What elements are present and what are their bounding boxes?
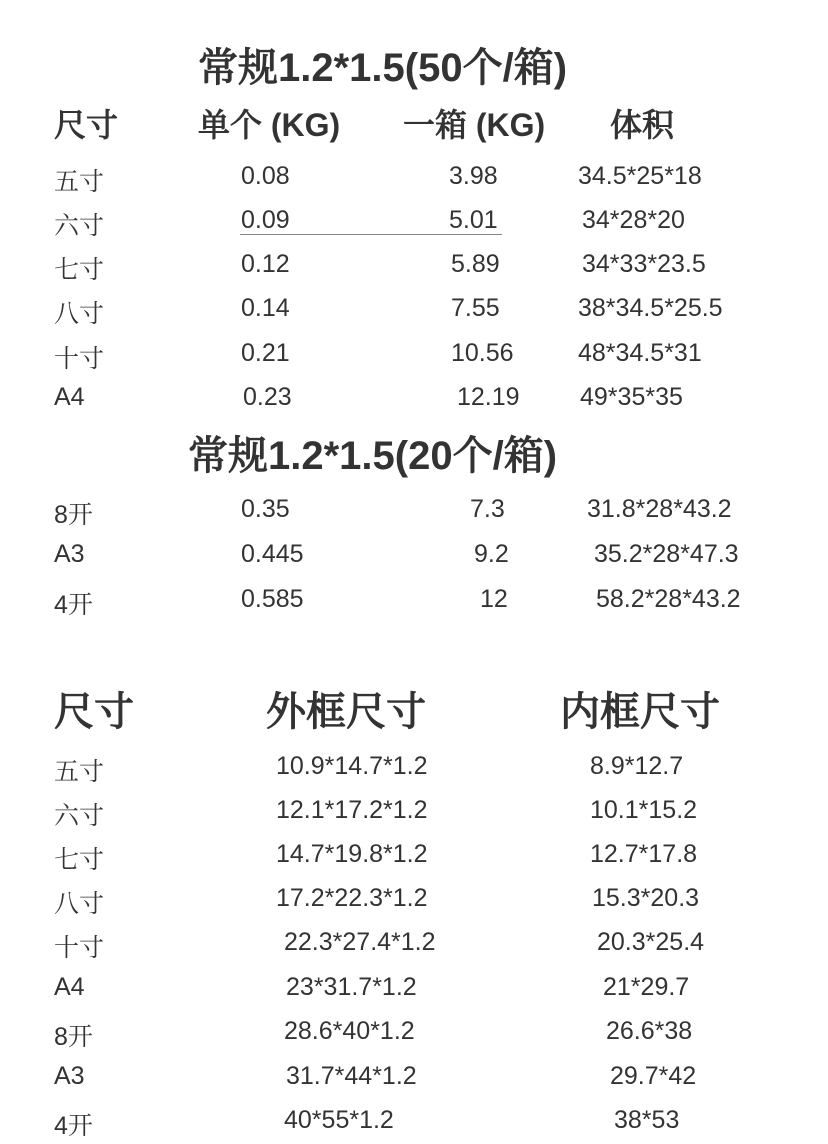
section2-title: 常规1.2*1.5(20个/箱) (188, 434, 558, 478)
s1-row4-volume: 38*34.5*25.5 (578, 294, 723, 322)
s3-row8-inner: 29.7*42 (610, 1062, 697, 1090)
s3-row8-outer: 31.7*44*1.2 (286, 1062, 417, 1090)
s3-row1-inner: 8.9*12.7 (590, 752, 684, 780)
s3-row4-inner: 15.3*20.3 (592, 884, 700, 912)
header-box-weight: 一箱 (KG) (403, 107, 546, 143)
s3-row1-outer: 10.9*14.7*1.2 (276, 752, 428, 780)
s3-row2-inner: 10.1*15.2 (590, 796, 698, 824)
s2-row1-unit: 0.35 (241, 495, 290, 523)
s3-row3-outer: 14.7*19.8*1.2 (276, 840, 428, 868)
s2-row3-unit: 0.585 (241, 585, 304, 613)
s1-row5-volume: 48*34.5*31 (578, 339, 702, 367)
s1-row2-box: 5.01 (449, 206, 498, 234)
section1-title: 常规1.2*1.5(50个/箱) (198, 46, 568, 90)
s3-row4-size: 八寸 (54, 890, 105, 918)
s1-row5-unit: 0.21 (241, 339, 290, 367)
s2-row3-box: 12 (480, 585, 508, 613)
s1-row3-unit: 0.12 (241, 250, 290, 278)
s1-row4-size: 八寸 (54, 300, 105, 328)
s1-row6-unit: 0.23 (243, 383, 292, 411)
s1-row4-box: 7.55 (451, 294, 500, 322)
s3-row5-inner: 20.3*25.4 (597, 928, 705, 956)
s2-row2-volume: 35.2*28*47.3 (594, 540, 739, 568)
s3-row7-outer: 28.6*40*1.2 (284, 1017, 415, 1045)
s3-header-outer: 外框尺寸 (266, 690, 426, 734)
s2-row2-box: 9.2 (474, 540, 509, 568)
s3-row7-inner: 26.6*38 (606, 1017, 693, 1045)
s3-row4-outer: 17.2*22.3*1.2 (276, 884, 428, 912)
s1-row3-volume: 34*33*23.5 (582, 250, 706, 278)
s2-row1-box: 7.3 (470, 495, 505, 523)
s3-row6-outer: 23*31.7*1.2 (286, 973, 417, 1001)
s1-row5-box: 10.56 (451, 339, 514, 367)
s3-row5-size: 十寸 (54, 934, 105, 962)
s1-row3-size: 七寸 (54, 256, 105, 284)
s3-row5-outer: 22.3*27.4*1.2 (284, 928, 436, 956)
s3-row9-inner: 38*53 (614, 1106, 680, 1134)
s3-row9-outer: 40*55*1.2 (284, 1106, 394, 1134)
s3-row3-inner: 12.7*17.8 (590, 840, 698, 868)
s2-row3-volume: 58.2*28*43.2 (596, 585, 741, 613)
s1-row1-volume: 34.5*25*18 (578, 162, 702, 190)
s1-row5-size: 十寸 (54, 345, 105, 373)
s3-header-size: 尺寸 (54, 690, 134, 734)
s3-row6-inner: 21*29.7 (603, 973, 690, 1001)
s2-row2-unit: 0.445 (241, 540, 304, 568)
header-unit-weight: 单个 (KG) (198, 107, 341, 143)
s3-row8-size: A3 (54, 1062, 85, 1090)
s3-row9-size: 4开 (54, 1112, 93, 1140)
s3-row2-size: 六寸 (54, 802, 105, 830)
row-underline (240, 234, 502, 235)
s3-row1-size: 五寸 (54, 758, 105, 786)
s1-row2-unit: 0.09 (241, 206, 290, 234)
s1-row3-box: 5.89 (451, 250, 500, 278)
s1-row1-box: 3.98 (449, 162, 498, 190)
s3-header-inner: 内框尺寸 (560, 690, 720, 734)
s1-row2-size: 六寸 (54, 212, 105, 240)
s1-row6-volume: 49*35*35 (580, 383, 683, 411)
s1-row2-volume: 34*28*20 (582, 206, 685, 234)
s1-row1-size: 五寸 (54, 168, 105, 196)
s2-row1-size: 8开 (54, 501, 93, 529)
s3-row7-size: 8开 (54, 1023, 93, 1051)
header-size: 尺寸 (54, 107, 119, 143)
header-volume: 体积 (610, 107, 675, 143)
s1-row6-box: 12.19 (457, 383, 520, 411)
s3-row3-size: 七寸 (54, 846, 105, 874)
s3-row2-outer: 12.1*17.2*1.2 (276, 796, 428, 824)
s1-row1-unit: 0.08 (241, 162, 290, 190)
s3-row6-size: A4 (54, 973, 85, 1001)
s2-row3-size: 4开 (54, 591, 93, 619)
s2-row2-size: A3 (54, 540, 85, 568)
s2-row1-volume: 31.8*28*43.2 (587, 495, 732, 523)
s1-row4-unit: 0.14 (241, 294, 290, 322)
s1-row6-size: A4 (54, 383, 85, 411)
